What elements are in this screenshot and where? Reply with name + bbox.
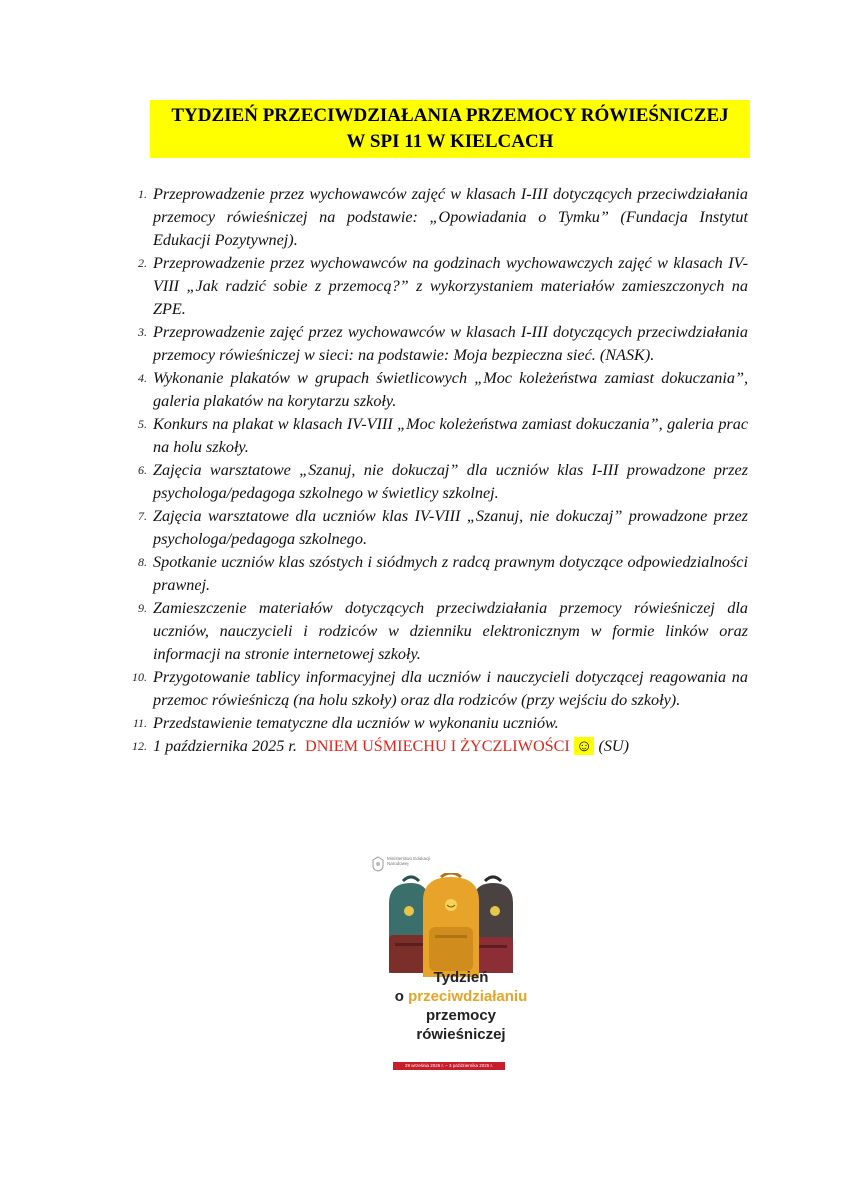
poster-title-line-4: rówieśniczej: [416, 1026, 506, 1043]
poster-title-prefix: o: [394, 988, 404, 1005]
backpack-center: [423, 873, 479, 977]
item-number: 12.: [132, 739, 147, 753]
poster-title-line-1: Tydzień: [433, 969, 489, 986]
title-line-2: W SPI 11 W KIELCACH: [346, 131, 554, 152]
activities-list: [120, 183, 748, 758]
item-text: Przeprowadzenie przez wychowawców na godzinach wychowawczych zajęć w klasach IV-VIII „Jak radzić sobie z przemocą?” z wykorzystaniem materiałów zamieszczonych na ZPE.: [153, 254, 748, 318]
list-item: [120, 505, 748, 551]
smile-day-suffix: (SU): [598, 737, 630, 755]
item-number: 5.: [138, 417, 147, 431]
list-item: [120, 321, 748, 367]
item-number: 4.: [138, 371, 147, 385]
list-item: [120, 413, 748, 459]
title-line-1: TYDZIEŃ PRZECIWDZIAŁANIA PRZEMOCY RÓWIEŚNICZEJ: [171, 105, 729, 126]
list-item: [120, 712, 748, 735]
backpacks-illustration: [381, 873, 521, 983]
item-text: Wykonanie plakatów w grupach świetlicowych „Moc koleżeństwa zamiast dokuczania”, galeria plakatów na korytarzu szkoły.: [153, 369, 748, 410]
item-text: Konkurs na plakat w klasach IV-VIII „Moc koleżeństwa zamiast dokuczania”, galeria prac na holu szkoły.: [153, 415, 748, 456]
smiley-icon: ☺: [575, 737, 593, 755]
ministry-name: Ministerstwo Edukacji Narodowej: [387, 856, 431, 866]
poster-title-line-3: przemocy: [425, 1007, 497, 1024]
item-text: [153, 735, 748, 758]
ministry-emblem-icon: [371, 856, 385, 872]
smile-day-highlight: DNIEM UŚMIECHU I ŻYCZLIWOŚCI: [305, 737, 570, 755]
list-item: [120, 252, 748, 321]
item-text: Zamieszczenie materiałów dotyczących przeciwdziałania przemocy rówieśniczej dla uczniów, nauczycieli i rodziców w dzienniku elektronicznym w formie linków oraz informacji na stronie internetowej szkoły.: [153, 599, 748, 663]
item-number: 11.: [132, 716, 147, 730]
item-text: Przeprowadzenie zajęć przez wychowawców w klasach I-III dotyczących przeciwdziałania przemocy rówieśniczej w sieci: na podstawie: Moja bezpieczna sieć. (NASK).: [153, 323, 748, 364]
poster-dates-band: 29 września 2025 r. – 3 października 2025 r.: [393, 1062, 505, 1070]
item-text: Zajęcia warsztatowe dla uczniów klas IV-VIII „Szanuj, nie dokuczaj” prowadzone przez psychologa/pedagoga szkolnego.: [153, 507, 748, 548]
poster-title-orange: przeciwdziałaniu: [408, 988, 528, 1005]
item-number: 7.: [138, 509, 147, 523]
document-title: [150, 100, 750, 158]
item-number: 1.: [138, 187, 147, 201]
item-number: 9.: [138, 601, 147, 615]
list-item: [120, 459, 748, 505]
list-item: [120, 183, 748, 252]
item-text: Przedstawienie tematyczne dla uczniów w wykonaniu uczniów.: [153, 714, 559, 732]
item-number: 10.: [132, 670, 147, 684]
item-text: Przygotowanie tablicy informacyjnej dla uczniów i nauczycieli dotyczącej reagowania na przemoc rówieśniczą (na holu szkoły) oraz dla rodziców (przy wejściu do szkoły).: [153, 668, 748, 709]
list-item: [120, 367, 748, 413]
item-number: 8.: [138, 555, 147, 569]
campaign-poster: [231, 848, 559, 1098]
item-text: Spotkanie uczniów klas szóstych i siódmych z radcą prawnym dotyczące odpowiedzialności prawnej.: [153, 553, 748, 594]
list-item: [120, 597, 748, 666]
item-number: 3.: [138, 325, 147, 339]
item-text: Przeprowadzenie przez wychowawców zajęć w klasach I-III dotyczących przeciwdziałania przemocy rówieśniczej na podstawie: „Opowiadania o Tymku” (Fundacja Instytut Edukacji Pozytywnej).: [153, 185, 748, 249]
poster-title-line-2: [361, 987, 559, 1006]
list-item-smile-day: [120, 735, 748, 758]
item-text: Zajęcia warsztatowe „Szanuj, nie dokuczaj” dla uczniów klas I-III prowadzone przez psychologa/pedagoga szkolnego w świetlicy szkolnej.: [153, 461, 748, 502]
poster-title: [361, 968, 559, 1044]
item-number: 6.: [138, 463, 147, 477]
smile-day-date: 1 października 2025 r.: [153, 737, 297, 755]
item-number: 2.: [138, 256, 147, 270]
list-item: [120, 551, 748, 597]
list-item: [120, 666, 748, 712]
